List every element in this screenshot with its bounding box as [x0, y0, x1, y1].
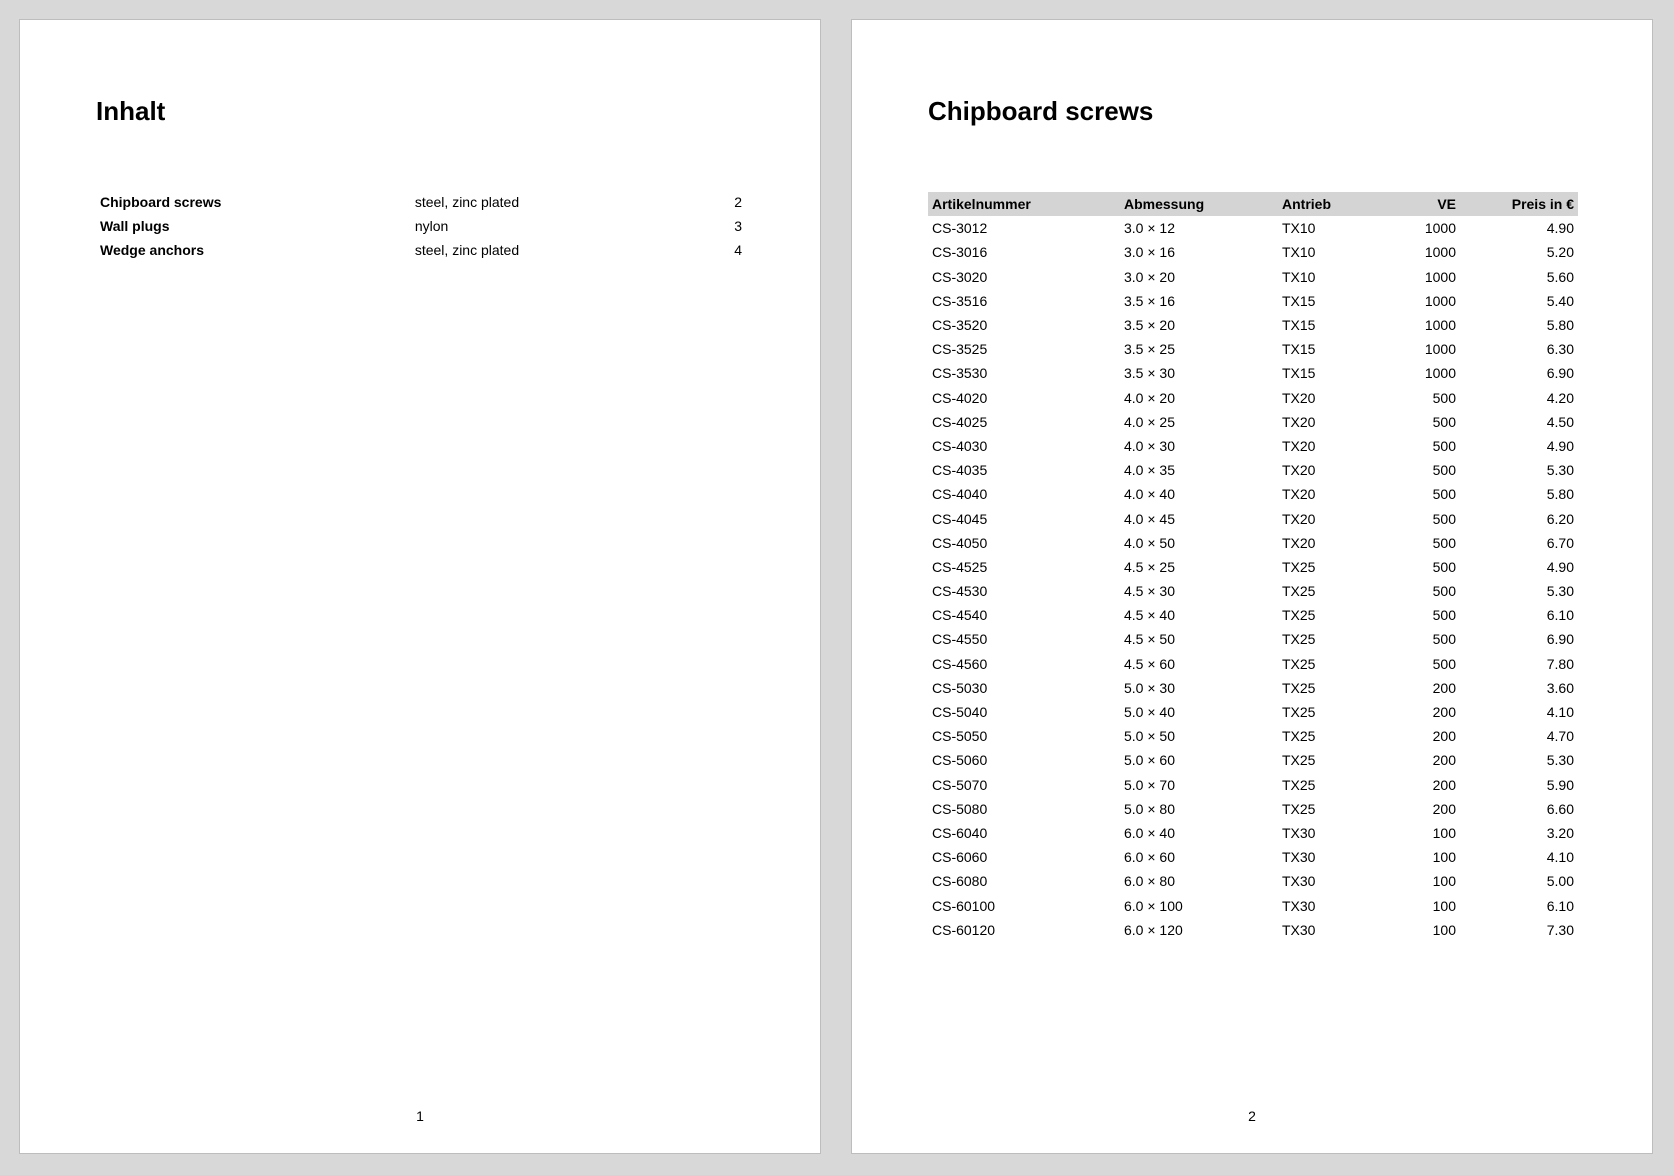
cell-article: CS-6060 — [932, 849, 988, 866]
cell-drive: TX10 — [1282, 268, 1316, 285]
cell-ve: 500 — [1432, 607, 1456, 624]
cell-dimension: 4.0 × 40 — [1124, 486, 1175, 503]
cell-article: CS-60100 — [932, 897, 996, 914]
cell-drive: TX10 — [1282, 244, 1316, 261]
cell-article: CS-4020 — [932, 389, 988, 406]
cell-article: CS-5070 — [932, 776, 988, 793]
cell-article: CS-5040 — [932, 704, 988, 721]
cell-price: 4.20 — [1546, 389, 1574, 406]
cell-ve: 500 — [1432, 413, 1456, 430]
table-row — [928, 289, 1578, 313]
cell-drive: TX20 — [1282, 510, 1316, 527]
table-row — [928, 506, 1578, 530]
cell-ve: 1000 — [1424, 268, 1456, 285]
table-row — [928, 265, 1578, 289]
table-row — [928, 627, 1578, 651]
toc-row — [96, 214, 746, 238]
column-header-ve: VE — [1372, 192, 1460, 216]
table-row — [928, 216, 1578, 240]
cell-dimension: 4.0 × 35 — [1124, 462, 1175, 479]
cell-ve: 200 — [1432, 752, 1456, 769]
cell-article: CS-4540 — [932, 607, 988, 624]
cell-dimension: 3.0 × 20 — [1124, 268, 1175, 285]
table-row — [928, 361, 1578, 385]
cell-article: CS-3530 — [932, 365, 988, 382]
cell-drive: TX25 — [1282, 704, 1316, 721]
table-row — [928, 313, 1578, 337]
toc-entry-name: Wedge anchors — [100, 242, 204, 258]
toc-entry-material: nylon — [414, 218, 449, 234]
cell-article: CS-60120 — [932, 921, 996, 938]
cell-article: CS-3020 — [932, 268, 988, 285]
cell-article: CS-3012 — [932, 220, 988, 237]
cell-price: 4.90 — [1546, 558, 1574, 575]
cell-drive: TX20 — [1282, 413, 1316, 430]
cell-price: 4.90 — [1546, 437, 1574, 454]
cell-article: CS-6080 — [932, 873, 988, 890]
cell-price: 4.10 — [1546, 704, 1574, 721]
cell-price: 5.30 — [1546, 462, 1574, 479]
cell-price: 5.30 — [1546, 752, 1574, 769]
cell-dimension: 4.0 × 45 — [1124, 510, 1175, 527]
cell-ve: 500 — [1432, 486, 1456, 503]
cell-dimension: 6.0 × 60 — [1124, 849, 1175, 866]
table-row — [928, 748, 1578, 772]
cell-drive: TX30 — [1282, 921, 1316, 938]
cell-price: 5.20 — [1546, 244, 1574, 261]
cell-price: 5.00 — [1546, 873, 1574, 890]
cell-price: 4.50 — [1546, 413, 1574, 430]
cell-article: CS-4050 — [932, 534, 988, 551]
cell-price: 6.20 — [1546, 510, 1574, 527]
cell-ve: 100 — [1432, 873, 1456, 890]
cell-article: CS-4525 — [932, 558, 988, 575]
cell-article: CS-3016 — [932, 244, 988, 261]
cell-drive: TX25 — [1282, 800, 1316, 817]
cell-dimension: 4.5 × 60 — [1124, 655, 1175, 672]
cell-dimension: 6.0 × 120 — [1124, 921, 1183, 938]
cell-ve: 100 — [1432, 849, 1456, 866]
column-header-price: Preis in € — [1460, 192, 1578, 216]
cell-ve: 200 — [1432, 704, 1456, 721]
cell-dimension: 3.5 × 20 — [1124, 317, 1175, 334]
cell-article: CS-3520 — [932, 317, 988, 334]
cell-article: CS-4550 — [932, 631, 988, 648]
cell-price: 6.60 — [1546, 800, 1574, 817]
cell-ve: 500 — [1432, 437, 1456, 454]
cell-dimension: 4.0 × 30 — [1124, 437, 1175, 454]
cell-drive: TX20 — [1282, 534, 1316, 551]
cell-ve: 100 — [1432, 921, 1456, 938]
cell-drive: TX20 — [1282, 437, 1316, 454]
cell-article: CS-4045 — [932, 510, 988, 527]
cell-ve: 500 — [1432, 583, 1456, 600]
cell-price: 6.90 — [1546, 365, 1574, 382]
toc-entry-page: 4 — [734, 242, 742, 258]
product-table — [928, 192, 1578, 942]
cell-price: 4.90 — [1546, 220, 1574, 237]
table-row — [928, 579, 1578, 603]
cell-drive: TX25 — [1282, 752, 1316, 769]
cell-dimension: 6.0 × 80 — [1124, 873, 1175, 890]
cell-price: 3.20 — [1546, 824, 1574, 841]
cell-price: 7.80 — [1546, 655, 1574, 672]
cell-article: CS-4040 — [932, 486, 988, 503]
cell-ve: 500 — [1432, 510, 1456, 527]
cell-drive: TX10 — [1282, 220, 1316, 237]
table-row — [928, 676, 1578, 700]
cell-dimension: 4.5 × 30 — [1124, 583, 1175, 600]
toc-row — [96, 238, 746, 262]
cell-price: 4.70 — [1546, 728, 1574, 745]
table-row — [928, 700, 1578, 724]
cell-article: CS-3525 — [932, 341, 988, 358]
cell-article: CS-5050 — [932, 728, 988, 745]
cell-drive: TX25 — [1282, 607, 1316, 624]
table-row — [928, 337, 1578, 361]
cell-dimension: 5.0 × 60 — [1124, 752, 1175, 769]
cell-drive: TX25 — [1282, 776, 1316, 793]
cell-ve: 500 — [1432, 558, 1456, 575]
cell-dimension: 4.5 × 25 — [1124, 558, 1175, 575]
cell-price: 6.90 — [1546, 631, 1574, 648]
cell-drive: TX30 — [1282, 824, 1316, 841]
cell-ve: 100 — [1432, 824, 1456, 841]
cell-ve: 1000 — [1424, 341, 1456, 358]
cell-article: CS-4035 — [932, 462, 988, 479]
cell-price: 5.80 — [1546, 317, 1574, 334]
cell-article: CS-4030 — [932, 437, 988, 454]
page-number: 2 — [1248, 1108, 1256, 1124]
cell-price: 5.90 — [1546, 776, 1574, 793]
page-2 — [851, 19, 1653, 1154]
cell-ve: 200 — [1432, 679, 1456, 696]
cell-dimension: 5.0 × 30 — [1124, 679, 1175, 696]
cell-drive: TX25 — [1282, 558, 1316, 575]
table-row — [928, 918, 1578, 942]
cell-dimension: 3.5 × 25 — [1124, 341, 1175, 358]
cell-dimension: 3.5 × 16 — [1124, 292, 1175, 309]
cell-ve: 500 — [1432, 534, 1456, 551]
cell-article: CS-4025 — [932, 413, 988, 430]
cell-price: 4.10 — [1546, 849, 1574, 866]
table-row — [928, 434, 1578, 458]
toc-entry-name: Wall plugs — [100, 218, 170, 234]
cell-ve: 500 — [1432, 655, 1456, 672]
toc-entry-page: 3 — [734, 218, 742, 234]
cell-dimension: 4.5 × 50 — [1124, 631, 1175, 648]
toc-entry-material: steel, zinc plated — [414, 242, 520, 258]
page-1 — [19, 19, 821, 1154]
cell-drive: TX20 — [1282, 486, 1316, 503]
cell-ve: 200 — [1432, 776, 1456, 793]
cell-ve: 1000 — [1424, 220, 1456, 237]
cell-price: 5.40 — [1546, 292, 1574, 309]
cell-article: CS-6040 — [932, 824, 988, 841]
table-row — [928, 531, 1578, 555]
product-table-body — [928, 216, 1578, 942]
cell-drive: TX25 — [1282, 679, 1316, 696]
cell-article: CS-5060 — [932, 752, 988, 769]
cell-dimension: 4.0 × 20 — [1124, 389, 1175, 406]
cell-drive: TX30 — [1282, 897, 1316, 914]
cell-article: CS-3516 — [932, 292, 988, 309]
table-row — [928, 821, 1578, 845]
cell-drive: TX15 — [1282, 317, 1316, 334]
cell-dimension: 6.0 × 100 — [1124, 897, 1183, 914]
cell-ve: 1000 — [1424, 365, 1456, 382]
cell-price: 5.30 — [1546, 583, 1574, 600]
table-row — [928, 240, 1578, 264]
cell-drive: TX15 — [1282, 341, 1316, 358]
cell-article: CS-4560 — [932, 655, 988, 672]
cell-dimension: 4.0 × 25 — [1124, 413, 1175, 430]
cell-drive: TX20 — [1282, 389, 1316, 406]
cell-dimension: 6.0 × 40 — [1124, 824, 1175, 841]
header-row — [928, 192, 1578, 216]
cell-ve: 1000 — [1424, 292, 1456, 309]
table-row — [928, 386, 1578, 410]
cell-ve: 200 — [1432, 800, 1456, 817]
cell-drive: TX15 — [1282, 292, 1316, 309]
cell-ve: 500 — [1432, 631, 1456, 648]
toc-entry-material: steel, zinc plated — [414, 194, 520, 210]
toc-row — [96, 190, 746, 214]
cell-ve: 500 — [1432, 389, 1456, 406]
cell-price: 5.60 — [1546, 268, 1574, 285]
table-row — [928, 458, 1578, 482]
table-row — [928, 724, 1578, 748]
cell-dimension: 5.0 × 40 — [1124, 704, 1175, 721]
cell-drive: TX25 — [1282, 631, 1316, 648]
table-row — [928, 410, 1578, 434]
cell-article: CS-4530 — [932, 583, 988, 600]
cell-price: 7.30 — [1546, 921, 1574, 938]
cell-drive: TX30 — [1282, 873, 1316, 890]
cell-price: 6.10 — [1546, 897, 1574, 914]
table-row — [928, 652, 1578, 676]
table-row — [928, 869, 1578, 893]
table-row — [928, 797, 1578, 821]
toc-entry-name: Chipboard screws — [100, 194, 222, 210]
cell-dimension: 4.5 × 40 — [1124, 607, 1175, 624]
page-number: 1 — [416, 1108, 424, 1124]
cell-drive: TX25 — [1282, 583, 1316, 600]
cell-ve: 1000 — [1424, 244, 1456, 261]
cell-dimension: 3.5 × 30 — [1124, 365, 1175, 382]
cell-dimension: 5.0 × 80 — [1124, 800, 1175, 817]
cell-drive: TX25 — [1282, 728, 1316, 745]
toc-body — [96, 190, 746, 262]
table-row — [928, 845, 1578, 869]
cell-price: 3.60 — [1546, 679, 1574, 696]
cell-article: CS-5080 — [932, 800, 988, 817]
cell-drive: TX25 — [1282, 655, 1316, 672]
cell-dimension: 3.0 × 12 — [1124, 220, 1175, 237]
cell-dimension: 4.0 × 50 — [1124, 534, 1175, 551]
table-row — [928, 893, 1578, 917]
cell-dimension: 5.0 × 50 — [1124, 728, 1175, 745]
cell-price: 6.70 — [1546, 534, 1574, 551]
table-row — [928, 555, 1578, 579]
cell-dimension: 5.0 × 70 — [1124, 776, 1175, 793]
cell-price: 6.10 — [1546, 607, 1574, 624]
product-table-header — [928, 192, 1578, 216]
cell-article: CS-5030 — [932, 679, 988, 696]
cell-ve: 200 — [1432, 728, 1456, 745]
cell-price: 5.80 — [1546, 486, 1574, 503]
table-row — [928, 773, 1578, 797]
cell-drive: TX30 — [1282, 849, 1316, 866]
column-header-article: Artikelnummer — [928, 192, 1120, 216]
column-header-drive: Antrieb — [1278, 192, 1372, 216]
toc-table — [96, 190, 746, 262]
cell-drive: TX15 — [1282, 365, 1316, 382]
cell-ve: 1000 — [1424, 317, 1456, 334]
page-title: Chipboard screws — [928, 96, 1154, 126]
column-header-dimension: Abmessung — [1120, 192, 1278, 216]
cell-dimension: 3.0 × 16 — [1124, 244, 1175, 261]
cell-price: 6.30 — [1546, 341, 1574, 358]
cell-drive: TX20 — [1282, 462, 1316, 479]
cell-ve: 500 — [1432, 462, 1456, 479]
table-row — [928, 482, 1578, 506]
table-row — [928, 603, 1578, 627]
cell-ve: 100 — [1432, 897, 1456, 914]
page-title: Inhalt — [96, 96, 166, 126]
toc-entry-page: 2 — [734, 194, 742, 210]
